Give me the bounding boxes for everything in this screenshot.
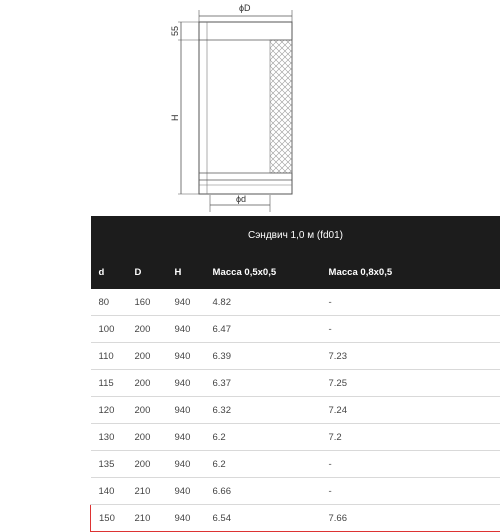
table-cell: - <box>321 478 500 505</box>
outer-diameter-label: ϕD <box>239 3 251 13</box>
table-cell: 6.66 <box>205 478 321 505</box>
table-cell: 940 <box>167 289 205 316</box>
table-cell: 120 <box>91 397 127 424</box>
table-cell: 940 <box>167 505 205 532</box>
table-cell: 6.54 <box>205 505 321 532</box>
table-cell: 7.24 <box>321 397 500 424</box>
table-header-row <box>91 255 500 289</box>
table-row <box>91 316 500 343</box>
table-row <box>91 505 500 532</box>
inner-diameter-label: ϕd <box>236 194 246 204</box>
socket-height-label: 55 <box>170 26 180 36</box>
pipe-drawing <box>0 0 500 215</box>
table-cell: 200 <box>127 451 167 478</box>
table-cell: 940 <box>167 343 205 370</box>
table-cell: 6.47 <box>205 316 321 343</box>
table-cell: 200 <box>127 424 167 451</box>
table-cell: 130 <box>91 424 127 451</box>
table-cell: 150 <box>91 505 127 532</box>
table-cell: 6.2 <box>205 424 321 451</box>
table-cell: 6.39 <box>205 343 321 370</box>
table-cell: 200 <box>127 316 167 343</box>
spec-table <box>90 216 500 532</box>
table-row <box>91 289 500 316</box>
table-cell: 940 <box>167 370 205 397</box>
table-cell: - <box>321 451 500 478</box>
table-cell: 140 <box>91 478 127 505</box>
table-cell: 940 <box>167 316 205 343</box>
table-cell: 80 <box>91 289 127 316</box>
column-header: Масса 0,5x0,5 <box>205 255 321 289</box>
table-cell: 7.25 <box>321 370 500 397</box>
table-cell: 200 <box>127 397 167 424</box>
table-cell: 200 <box>127 370 167 397</box>
table-cell: - <box>321 316 500 343</box>
table-cell: 940 <box>167 397 205 424</box>
table-title: Сэндвич 1,0 м (fd01) <box>91 216 500 255</box>
table-row <box>91 451 500 478</box>
table-row <box>91 397 500 424</box>
table-cell: 135 <box>91 451 127 478</box>
table-row <box>91 478 500 505</box>
table-body <box>91 289 500 532</box>
table-title-row <box>91 216 500 255</box>
table-cell: 210 <box>127 478 167 505</box>
table-row <box>91 424 500 451</box>
table-cell: 115 <box>91 370 127 397</box>
column-header: H <box>167 255 205 289</box>
table-cell: - <box>321 289 500 316</box>
table-cell: 6.2 <box>205 451 321 478</box>
table-cell: 110 <box>91 343 127 370</box>
table-cell: 210 <box>127 505 167 532</box>
table-row <box>91 343 500 370</box>
table-cell: 940 <box>167 451 205 478</box>
table-cell: 7.2 <box>321 424 500 451</box>
table-cell: 160 <box>127 289 167 316</box>
table-cell: 100 <box>91 316 127 343</box>
table-cell: 7.66 <box>321 505 500 532</box>
table-cell: 940 <box>167 424 205 451</box>
table-cell: 7.23 <box>321 343 500 370</box>
height-label: H <box>170 115 180 122</box>
table-cell: 4.82 <box>205 289 321 316</box>
column-header: Масса 0,8x0,5 <box>321 255 500 289</box>
column-header: D <box>127 255 167 289</box>
table-cell: 6.37 <box>205 370 321 397</box>
table-row <box>91 370 500 397</box>
table-cell: 6.32 <box>205 397 321 424</box>
column-header: d <box>91 255 127 289</box>
table-cell: 200 <box>127 343 167 370</box>
table-cell: 940 <box>167 478 205 505</box>
